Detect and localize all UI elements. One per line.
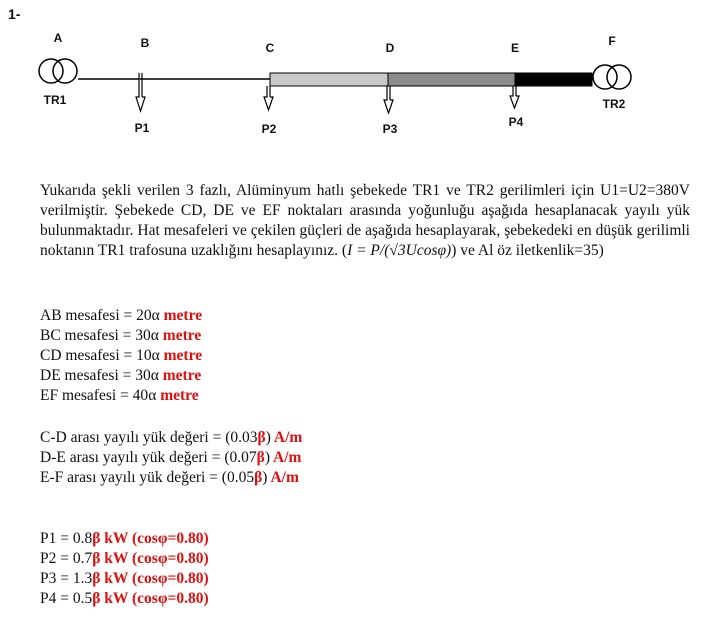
node-label-a: A xyxy=(53,31,63,45)
node-label-b: B xyxy=(140,36,150,50)
network-diagram xyxy=(0,0,701,160)
transformer-tr1-icon xyxy=(39,59,77,83)
distributed-load-de xyxy=(40,448,301,468)
problem-paragraph xyxy=(40,181,690,261)
power-unit: kW (cosφ=0.80) xyxy=(100,550,209,567)
load-unit: A/m xyxy=(270,429,303,446)
power-label: P2 = 0.7 xyxy=(40,550,93,567)
load-close: ) xyxy=(265,429,271,446)
power-p4 xyxy=(40,589,209,609)
distance-greek: α xyxy=(150,327,159,344)
power-greek: β xyxy=(92,590,101,607)
power-unit: kW (cosφ=0.80) xyxy=(100,590,209,607)
distance-unit: metre xyxy=(159,347,203,364)
distance-de xyxy=(40,366,201,386)
power-unit: kW (cosφ=0.80) xyxy=(100,530,209,547)
node-label-c: C xyxy=(265,41,275,55)
load-close: ) xyxy=(262,469,268,486)
load-label-p3: P3 xyxy=(382,122,398,136)
distance-label: DE mesafesi = 30 xyxy=(40,367,151,384)
power-greek: β xyxy=(92,550,101,567)
load-greek: β xyxy=(257,429,266,446)
distance-greek: α xyxy=(148,387,157,404)
load-arrow-p4-icon xyxy=(510,86,519,108)
transformer-label-tr2: TR2 xyxy=(602,97,626,111)
power-greek: β xyxy=(92,530,101,547)
distributed-load-ef xyxy=(40,468,299,488)
distance-unit: metre xyxy=(158,367,202,384)
load-arrow-p3-icon xyxy=(384,86,393,113)
distance-unit: metre xyxy=(156,387,199,404)
distance-label: BC mesafesi = 30 xyxy=(40,327,151,344)
distance-greek: α xyxy=(151,307,160,324)
current-formula: I = P/(√3Ucosφ) xyxy=(347,242,452,259)
problem-tail: ) ve Al öz iletkenlik=35) xyxy=(451,242,604,259)
transformer-label-tr1: TR1 xyxy=(43,93,67,107)
power-label: P3 = 1.3 xyxy=(40,570,93,587)
power-label: P4 = 0.5 xyxy=(40,590,93,607)
distance-cd xyxy=(40,346,202,366)
power-p2 xyxy=(40,549,209,569)
distance-unit: metre xyxy=(158,327,202,344)
distance-label: EF mesafesi = 40 xyxy=(40,387,149,404)
load-unit: A/m xyxy=(269,449,302,466)
load-label: C-D arası yayılı yük değeri = (0.03 xyxy=(40,429,258,446)
load-label-p2: P2 xyxy=(261,122,277,136)
load-greek: β xyxy=(256,449,265,466)
load-label: E-F arası yayılı yük değeri = (0.05 xyxy=(40,469,255,486)
distance-greek: α xyxy=(151,347,160,364)
segment-cd xyxy=(270,73,388,86)
power-p1 xyxy=(40,529,209,549)
question-number: 1- xyxy=(8,6,21,22)
node-label-e: E xyxy=(510,41,520,55)
load-unit: A/m xyxy=(267,469,299,486)
load-label-p1: P1 xyxy=(134,121,150,135)
load-close: ) xyxy=(264,449,270,466)
distance-bc xyxy=(40,326,201,346)
distance-ab xyxy=(40,306,202,326)
segment-de xyxy=(388,73,515,86)
load-label-p4: P4 xyxy=(508,115,524,129)
load-label: D-E arası yayılı yük değeri = (0.07 xyxy=(40,449,257,466)
distance-label: CD mesafesi = 10 xyxy=(40,347,152,364)
load-arrow-p2-icon xyxy=(264,86,273,110)
distance-ef xyxy=(40,386,199,406)
segment-ef xyxy=(515,73,592,86)
power-unit: kW (cosφ=0.80) xyxy=(100,570,209,587)
power-p3 xyxy=(40,569,209,589)
distance-label: AB mesafesi = 20 xyxy=(40,307,152,324)
power-label: P1 = 0.8 xyxy=(40,530,93,547)
power-greek: β xyxy=(92,570,101,587)
distance-greek: α xyxy=(150,367,159,384)
node-label-f: F xyxy=(608,34,616,48)
transformer-tr2-icon xyxy=(593,65,631,89)
problem-text: Yukarıda şekli verilen 3 fazlı, Alüminyum hatlı şebekede TR1 ve TR2 gerilimleri için U1=U2=380V verilmiştir. Şebekede CD, DE ve EF noktaları arasında yoğunluğu aşağıda hesaplanacak yayılı yük bulunmaktadır. Hat mesafeleri ve çekilen güçleri de aşağıda hesaplayarak, şebekedeki en düşük gerilimli noktanın TR1 trafosuna uzaklığını hesaplayınız. ( xyxy=(40,182,690,259)
distance-unit: metre xyxy=(159,307,203,324)
distributed-load-cd xyxy=(40,428,302,448)
node-label-d: D xyxy=(385,41,395,55)
load-greek: β xyxy=(254,469,263,486)
